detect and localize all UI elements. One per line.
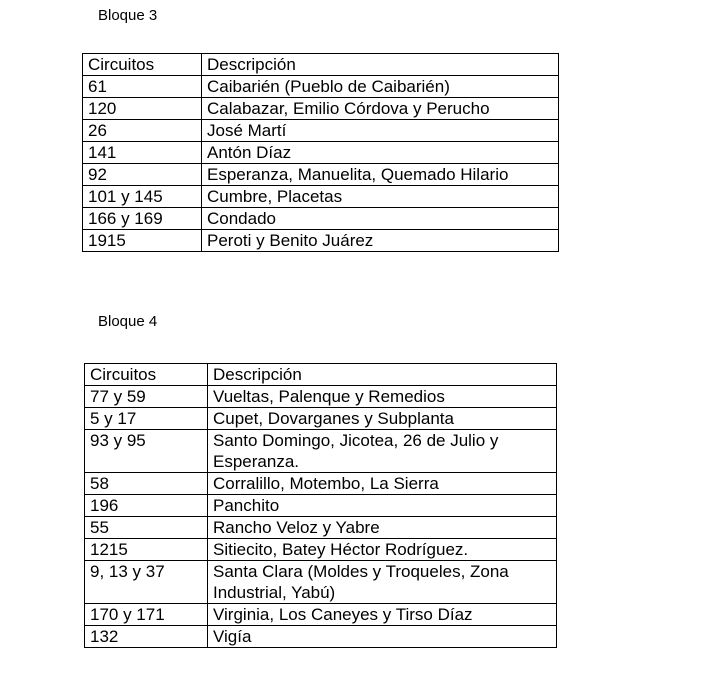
description-cell: Condado [202,208,559,230]
circuit-cell: 26 [83,120,202,142]
description-cell: Calabazar, Emilio Córdova y Perucho [202,98,559,120]
circuit-cell: 170 y 171 [85,604,208,626]
table-header-row [85,364,557,386]
table-row [85,604,557,626]
block-4-heading: Bloque 4 [98,313,158,330]
circuit-cell: 58 [85,473,208,495]
description-cell: Vueltas, Palenque y Remedios [208,386,557,408]
table-row [85,386,557,408]
header-circuitos: Circuitos [83,54,202,76]
circuit-cell: 61 [83,76,202,98]
circuit-cell: 141 [83,142,202,164]
description-cell: José Martí [202,120,559,142]
block-4-table [84,363,557,648]
description-cell: Panchito [208,495,557,517]
circuit-cell: 1215 [85,539,208,561]
description-cell: Santo Domingo, Jicotea, 26 de Julio y Esperanza. [208,430,557,473]
description-cell: Cumbre, Placetas [202,186,559,208]
table-row [83,98,559,120]
circuit-cell: 92 [83,164,202,186]
circuit-cell: 9, 13 y 37 [85,561,208,604]
table-row [83,186,559,208]
description-cell: Cupet, Dovarganes y Subplanta [208,408,557,430]
description-cell: Peroti y Benito Juárez [202,230,559,252]
description-cell: Vigía [208,626,557,648]
table-row [85,473,557,495]
circuit-cell: 93 y 95 [85,430,208,473]
table-row [85,517,557,539]
description-cell: Corralillo, Motembo, La Sierra [208,473,557,495]
circuit-cell: 101 y 145 [83,186,202,208]
description-cell: Rancho Veloz y Yabre [208,517,557,539]
header-descripcion: Descripción [208,364,557,386]
circuit-cell: 132 [85,626,208,648]
circuit-cell: 166 y 169 [83,208,202,230]
block-3-heading: Bloque 3 [98,7,158,24]
circuit-cell: 77 y 59 [85,386,208,408]
table-row [85,561,557,604]
table-row [85,539,557,561]
table-row [83,208,559,230]
description-cell: Virginia, Los Caneyes y Tirso Díaz [208,604,557,626]
table-row [85,626,557,648]
block-3-table [82,53,559,252]
table-row [83,164,559,186]
description-cell: Antón Díaz [202,142,559,164]
table-row [85,495,557,517]
circuit-cell: 1915 [83,230,202,252]
description-cell: Esperanza, Manuelita, Quemado Hilario [202,164,559,186]
circuit-cell: 196 [85,495,208,517]
table-row [83,120,559,142]
description-cell: Sitiecito, Batey Héctor Rodríguez. [208,539,557,561]
description-cell: Caibarién (Pueblo de Caibarién) [202,76,559,98]
header-circuitos: Circuitos [85,364,208,386]
table-row [85,430,557,473]
table-header-row [83,54,559,76]
table-row [83,230,559,252]
table-row [83,76,559,98]
circuit-cell: 5 y 17 [85,408,208,430]
table-row [85,408,557,430]
description-cell: Santa Clara (Moldes y Troqueles, Zona Industrial, Yabú) [208,561,557,604]
circuit-cell: 55 [85,517,208,539]
header-descripcion: Descripción [202,54,559,76]
circuit-cell: 120 [83,98,202,120]
table-row [83,142,559,164]
